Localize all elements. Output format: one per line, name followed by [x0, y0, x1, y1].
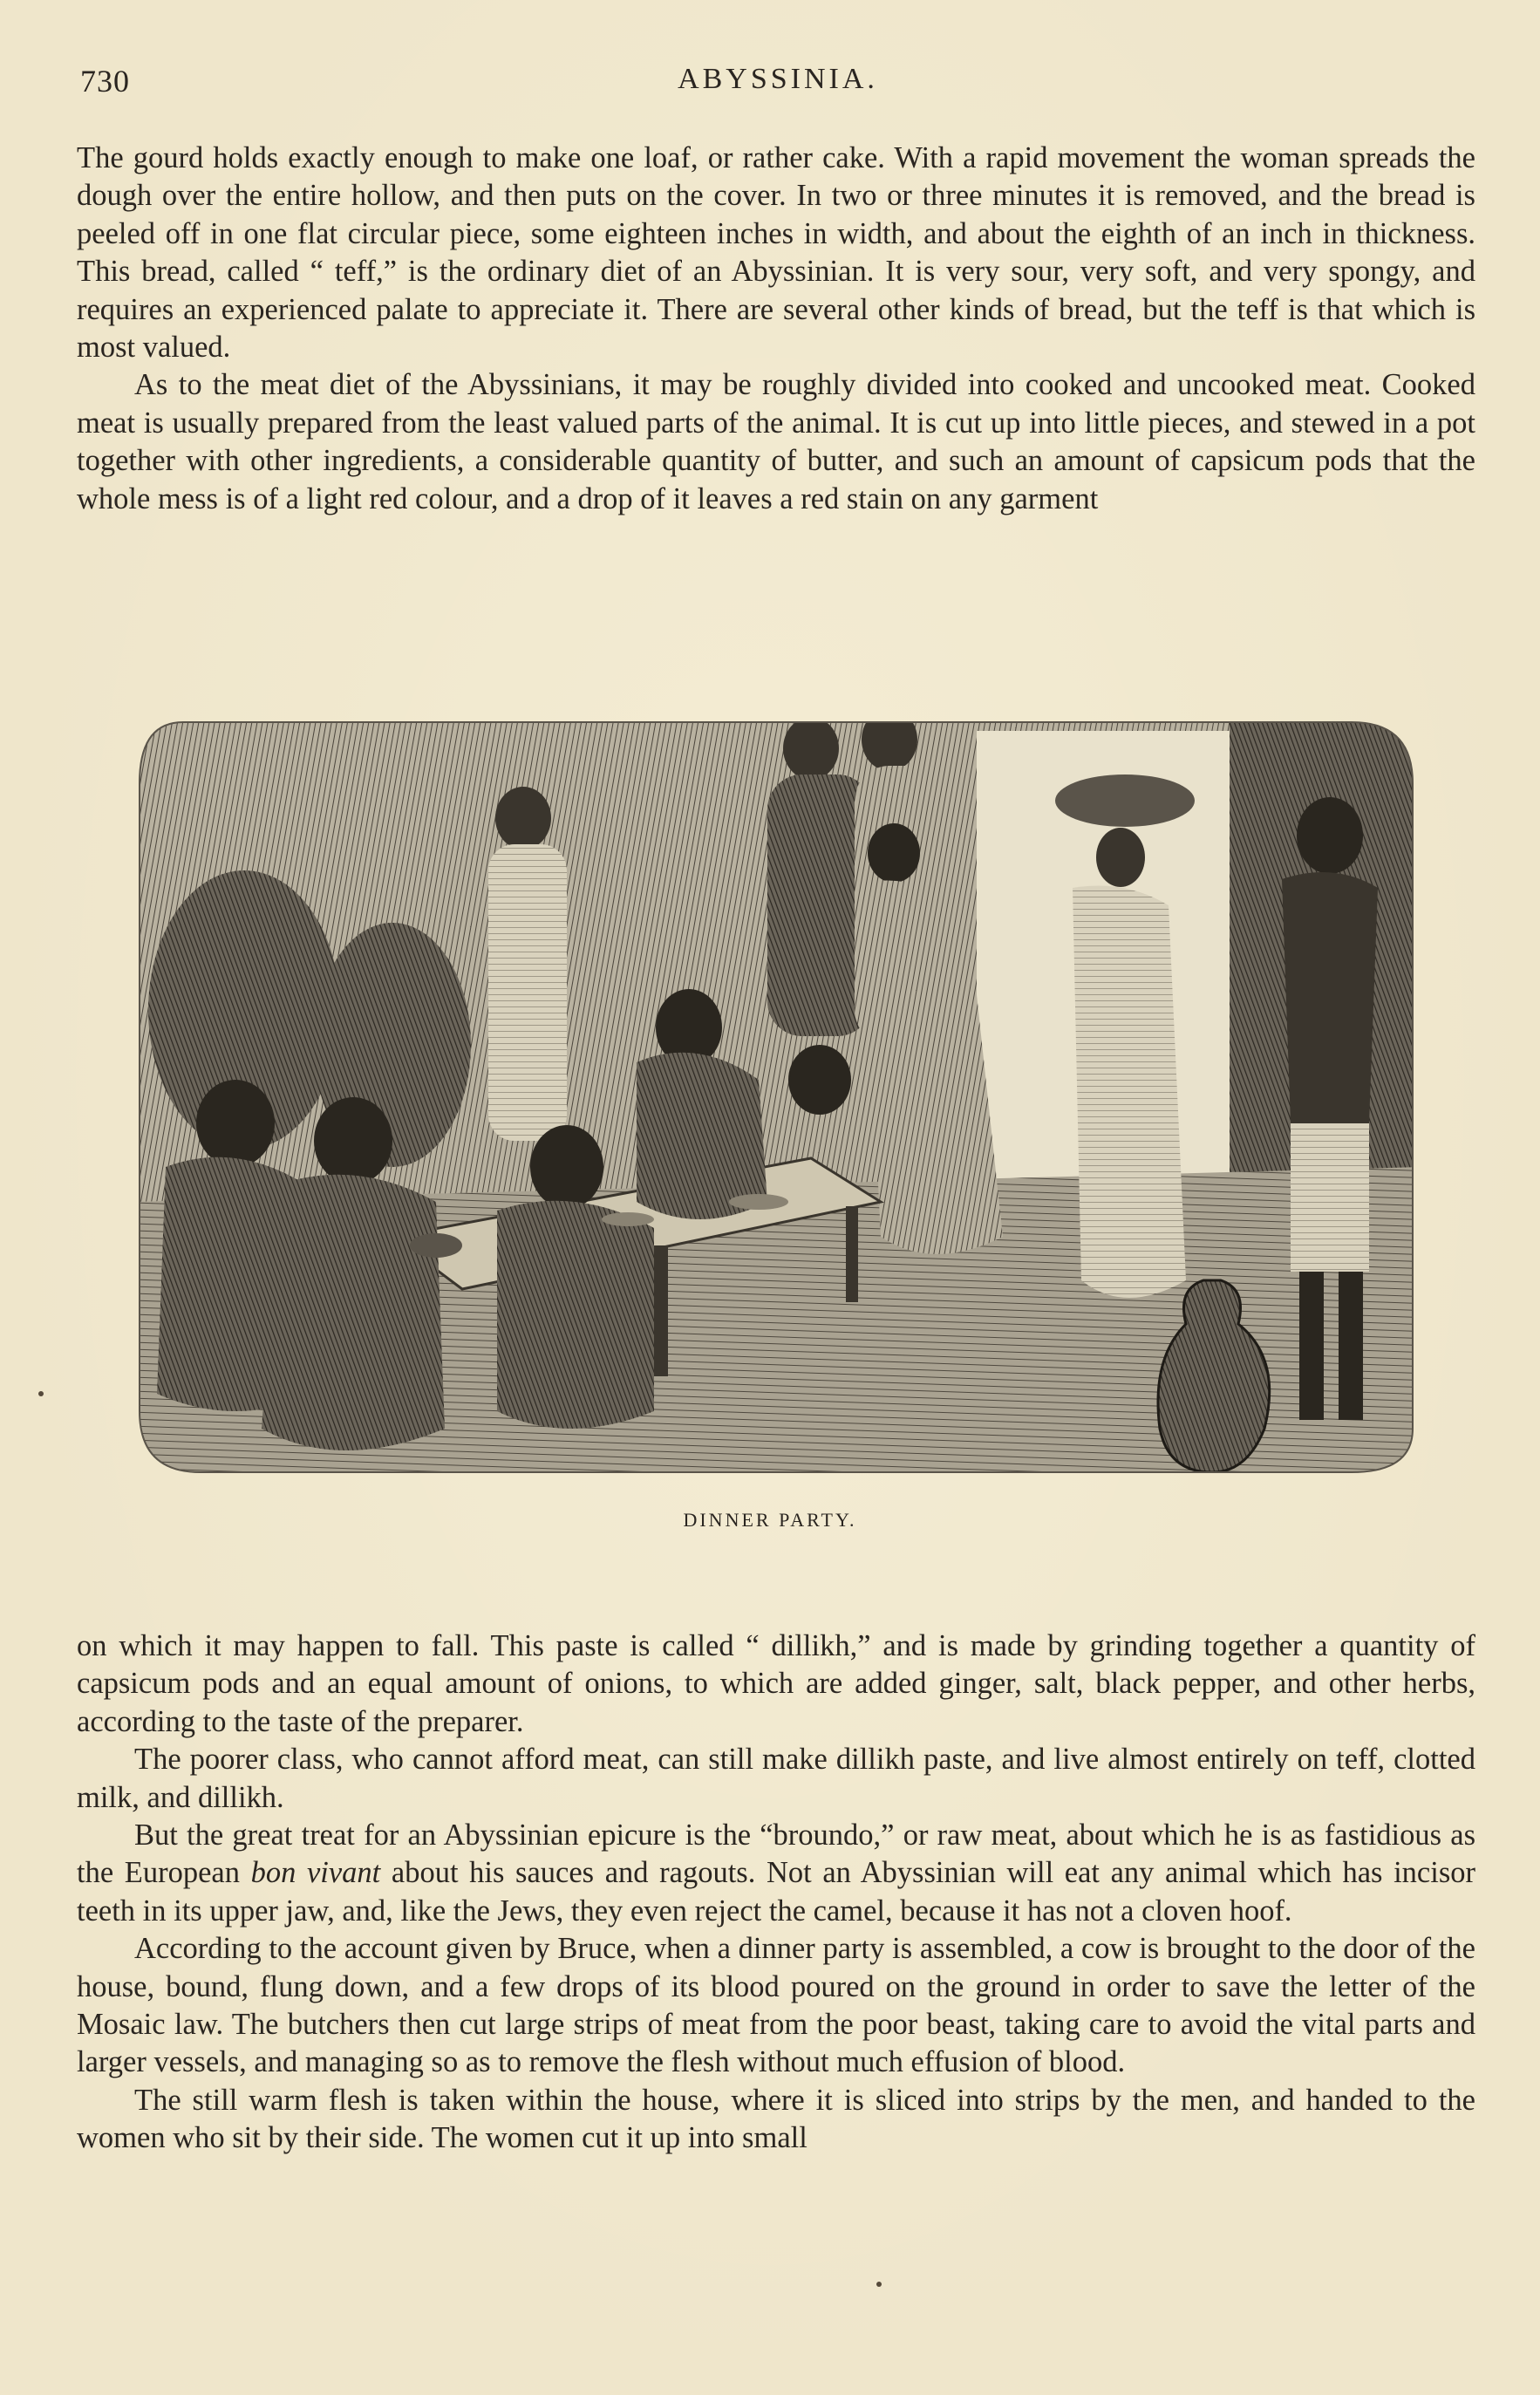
broundo-text-start: But the great treat for an Abyssinian epicure is the “broundo,” or raw meat, about which he is as fastidious as the European	[77, 1818, 1475, 1890]
paragraph-meat-diet: As to the meat diet of the Abyssinians, it may be roughly divided into cooked and uncooked meat. Cooked meat is usually prepared from the least valued parts of the animal. It is cut up into little pieces, and stewed in a pot together with other ingredients, a considerable quantity of butter, and such an amount of capsicum pods that the whole mess is of a light red colour, and a drop of it leaves a red stain on any garment	[77, 368, 1475, 515]
paragraph-gourd-bread: The gourd holds exactly enough to make one loaf, or rather cake. With a rapid movement the woman spreads the dough over the entire hollow, and then puts on the cover. In two or three minutes it is removed, and the bread is peeled off in one flat circular piece, some eighteen inches in width, and about the eighth of an inch in thickness. This bread, called “ teff,” is the ordinary diet of an Abyssinian. It is very sour, very soft, and very spongy, and requires an experienced palate to appreciate it. There are several other kinds of bread, but the teff is that which is most valued.	[77, 141, 1475, 365]
top-text-block	[77, 140, 1475, 518]
engraving-image	[131, 713, 1421, 1488]
paragraph-broundo	[77, 1817, 1475, 1930]
paragraph-dillikh: on which it may happen to fall. This paste is called “ dillikh,” and is made by grinding together a quantity of capsicum pods and an equal amount of onions, to which are added ginger, salt, black pepper, and other herbs, according to the taste of the preparer.	[77, 1629, 1475, 1738]
bon-vivant-italic: bon vivant	[250, 1856, 381, 1890]
page-header	[80, 63, 1475, 115]
running-title: ABYSSINIA.	[678, 63, 878, 95]
dinner-party-illustration	[131, 713, 1421, 1488]
bottom-text-block	[77, 1627, 1475, 2158]
paragraph-warm-flesh: The still warm flesh is taken within the house, where it is sliced into strips by the men, and handed to the women who sit by their side. The women cut it up into small	[77, 2083, 1475, 2155]
page-number: 730	[80, 64, 130, 99]
ink-speck	[876, 2282, 882, 2287]
ink-speck	[38, 1391, 44, 1396]
paragraph-poorer-class: The poorer class, who cannot afford meat, can still make dillikh paste, and live almost entirely on teff, clotted milk, and dillikh.	[77, 1743, 1475, 1814]
paragraph-bruce-account: According to the account given by Bruce, when a dinner party is assembled, a cow is brought to the door of the house, bound, flung down, and a few drops of its blood poured on the ground in order to save the letter of the Mosaic law. The butchers then cut large strips of meat from the poor beast, taking care to avoid the vital parts and larger vessels, and managing so as to remove the flesh without much effusion of blood.	[77, 1932, 1475, 2079]
figure-caption: DINNER PARTY.	[683, 1509, 857, 1531]
broundo-text-end: about his sauces and ragouts. Not an Abyssinian will eat any animal which has incisor teeth in its upper jaw, and, like the Jews, they even reject the camel, because it has not a cloven hoof.	[77, 1856, 1475, 1928]
